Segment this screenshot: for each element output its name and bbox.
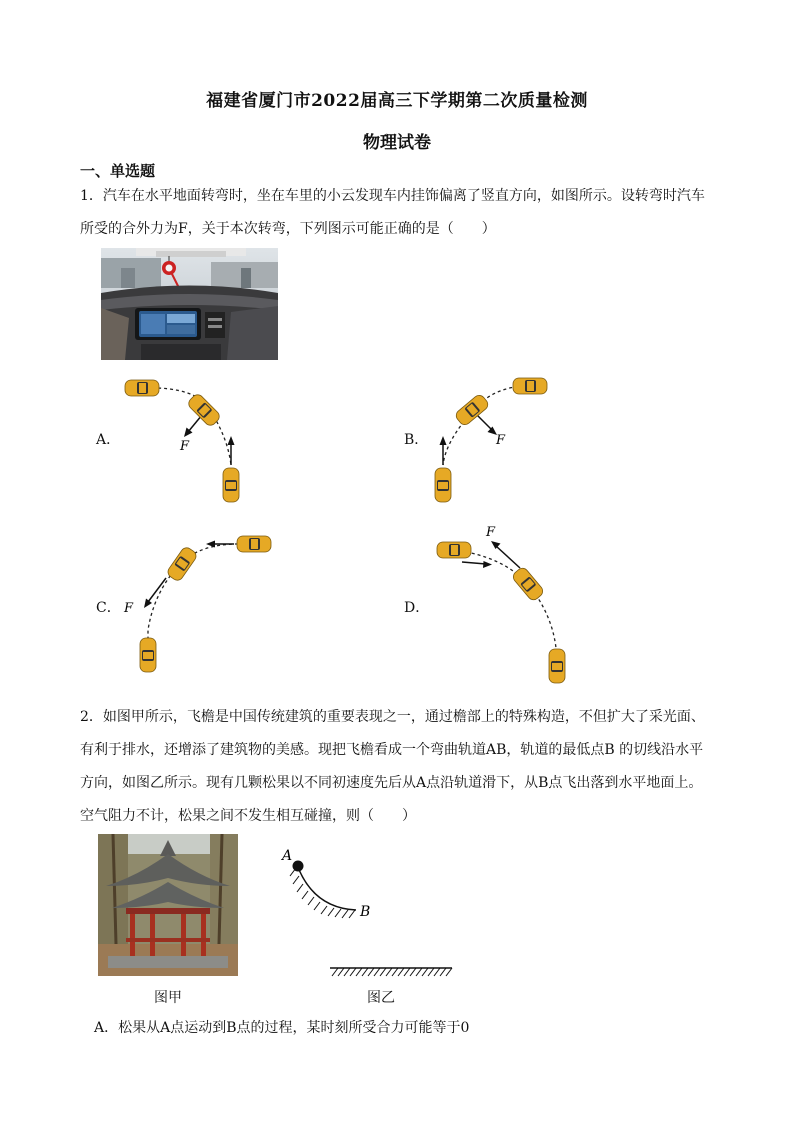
question-2-line: 空气阻力不计，松果之间不发生相互碰撞，则（ ）	[80, 808, 416, 824]
option-a-label: A．	[96, 432, 121, 448]
option-d-label: D．	[404, 600, 430, 616]
section-heading: 一、单选题	[80, 162, 156, 180]
car-icon	[435, 468, 451, 502]
option-d-diagram	[424, 520, 584, 690]
force-label: F	[180, 439, 190, 454]
car-icon	[223, 468, 239, 502]
force-label: F	[486, 525, 496, 540]
car-icon	[125, 380, 159, 396]
option-a-diagram	[118, 370, 258, 510]
question-2-line: 有利于排水，还增添了建筑物的美感。现把飞檐看成一个弯曲轨道AB，轨道的最低点B 的切线沿水平	[80, 742, 704, 758]
track-diagram	[272, 840, 462, 980]
option-b-diagram	[424, 370, 564, 510]
point-a-label: A	[282, 848, 293, 864]
figure-b-caption: 图乙	[367, 990, 395, 1006]
car-icon	[549, 649, 565, 683]
option-c-label: C．	[96, 600, 121, 616]
question-1-line: 所受的合外力为F，关于本次转弯，下列图示可能正确的是（ ）	[80, 221, 496, 237]
point-b-label: B	[360, 904, 371, 920]
car-icon	[140, 638, 156, 672]
question-1-line: 1．汽车在水平地面转弯时，坐在车里的小云发现车内挂饰偏离了竖直方向，如图所示。设转弯时汽车	[80, 188, 705, 204]
question-2-line: 2．如图甲所示，飞檐是中国传统建筑的重要表现之一，通过檐部上的特殊构造，不但扩大了采光面、	[80, 709, 705, 725]
question-2-line: 方向，如图乙所示。现有几颗松果以不同初速度先后从A点沿轨道滑下，从B点飞出落到水平地面上。	[80, 775, 703, 791]
car-icon	[237, 536, 271, 552]
option-b-label: B．	[404, 432, 429, 448]
document-subtitle: 物理试卷	[363, 133, 431, 153]
force-label: F	[496, 433, 506, 448]
force-label: F	[124, 601, 134, 616]
car-icon	[186, 392, 221, 427]
pinecone-ball	[293, 861, 304, 872]
car-icon	[511, 566, 545, 602]
figure-a-caption: 图甲	[154, 990, 182, 1006]
question-2-option-a: A．松果从A点运动到B点的过程，某时刻所受合力可能等于0	[94, 1020, 470, 1036]
car-icon	[166, 545, 199, 582]
document-title: 福建省厦门市2022届高三下学期第二次质量检测	[206, 91, 588, 111]
car-icon	[437, 542, 471, 558]
question-2-text	[80, 701, 720, 833]
question-1-text	[80, 180, 720, 246]
option-c-diagram	[118, 530, 288, 685]
car-interior-photo	[101, 248, 278, 360]
pavilion-photo	[98, 834, 238, 976]
car-icon	[513, 378, 547, 394]
